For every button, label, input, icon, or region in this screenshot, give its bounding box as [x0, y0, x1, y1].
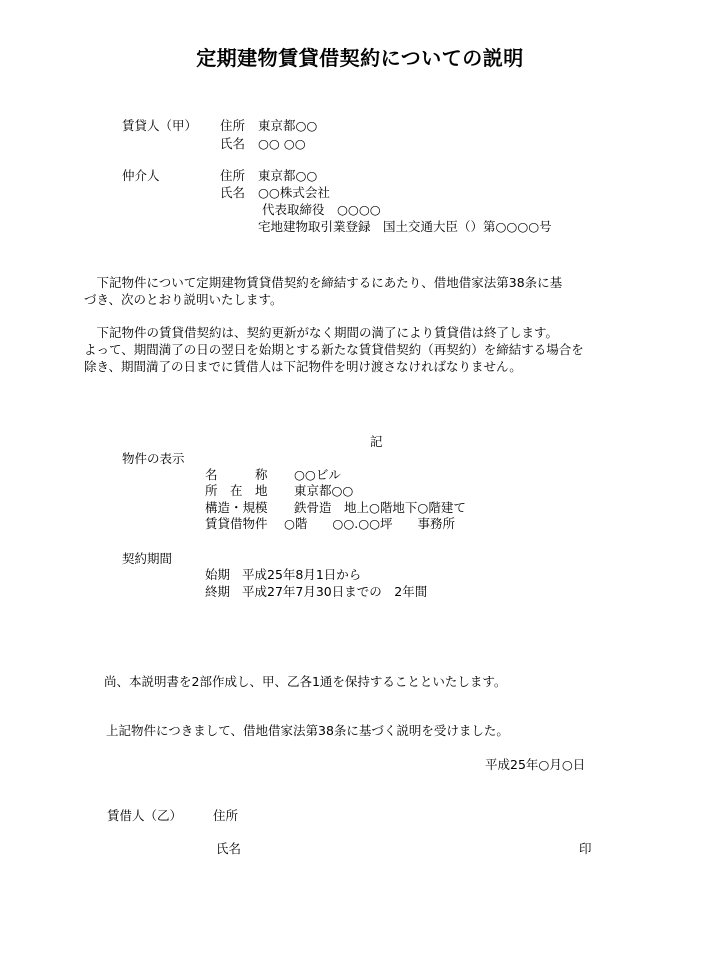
lessee-label: 賃借人（乙） — [107, 808, 183, 823]
broker-representative: 代表取締役 ○○○○ — [262, 202, 381, 217]
broker-license: 宅地建物取引業登録 国土交通大臣（）第○○○○号 — [258, 219, 552, 234]
seal-mark: 印 — [579, 841, 592, 856]
copies-note: 尚、本説明書を2部作成し、甲、乙各1通を保持することといたします。 — [104, 674, 507, 689]
intro-line-2: づき、次のとおり説明いたします。 — [84, 292, 283, 307]
lessor-address-label: 住所 — [220, 118, 246, 133]
contract-start: 平成25年8月1日から — [242, 567, 362, 582]
property-structure-label: 構造・規模 — [205, 500, 268, 515]
lessee-name-label: 氏名 — [216, 841, 242, 856]
broker-address: 東京都○○ — [258, 168, 318, 183]
intro-line-1: 下記物件について定期建物賃貸借契約を締結するにあたり、借地借家法第38条に基 — [96, 275, 563, 290]
explanation-line-3: 除き、期間満了の日までに賃借人は下記物件を明け渡さなければなりません。 — [84, 359, 522, 374]
explanation-line-2: よって、期間満了の日の翌日を始期とする新たな賃貸借契約（再契約）を締結する場合を — [84, 342, 584, 357]
broker-company: ○○株式会社 — [258, 185, 330, 200]
broker-address-label: 住所 — [220, 168, 246, 183]
property-structure: 鉄骨造 地上○階地下○階建て — [294, 500, 466, 515]
contract-end-label: 終期 — [205, 584, 231, 599]
property-heading: 物件の表示 — [122, 451, 185, 466]
property-name-label: 名 称 — [205, 467, 268, 482]
ki-heading: 記 — [370, 434, 383, 449]
contract-period-heading: 契約期間 — [122, 551, 173, 566]
lessor-name-label: 氏名 — [220, 136, 246, 151]
document-date: 平成25年○月○日 — [485, 757, 586, 772]
lessee-address-label: 住所 — [213, 808, 239, 823]
broker-label: 仲介人 — [122, 168, 160, 183]
property-unit: ○階 ○○.○○坪 事務所 — [284, 516, 456, 531]
contract-end: 平成27年7月30日までの 2年間 — [242, 584, 428, 599]
lessor-name: ○○ ○○ — [258, 136, 306, 151]
lessor-label: 賃貸人（甲） — [122, 118, 198, 133]
document-title: 定期建物賃貸借契約についての説明 — [196, 46, 524, 70]
receipt-note: 上記物件につきまして、借地借家法第38条に基づく説明を受けました。 — [106, 723, 509, 738]
broker-name-label: 氏名 — [220, 185, 246, 200]
property-location-label: 所 在 地 — [205, 483, 268, 498]
property-unit-label: 賃貸借物件 — [205, 516, 268, 531]
property-location: 東京都○○ — [294, 483, 354, 498]
explanation-line-1: 下記物件の賃貸借契約は、契約更新がなく期間の満了により賃貸借は終了します。 — [96, 325, 559, 340]
property-name: ○○ビル — [294, 467, 341, 482]
lessor-address: 東京都○○ — [258, 118, 318, 133]
contract-start-label: 始期 — [205, 567, 231, 582]
